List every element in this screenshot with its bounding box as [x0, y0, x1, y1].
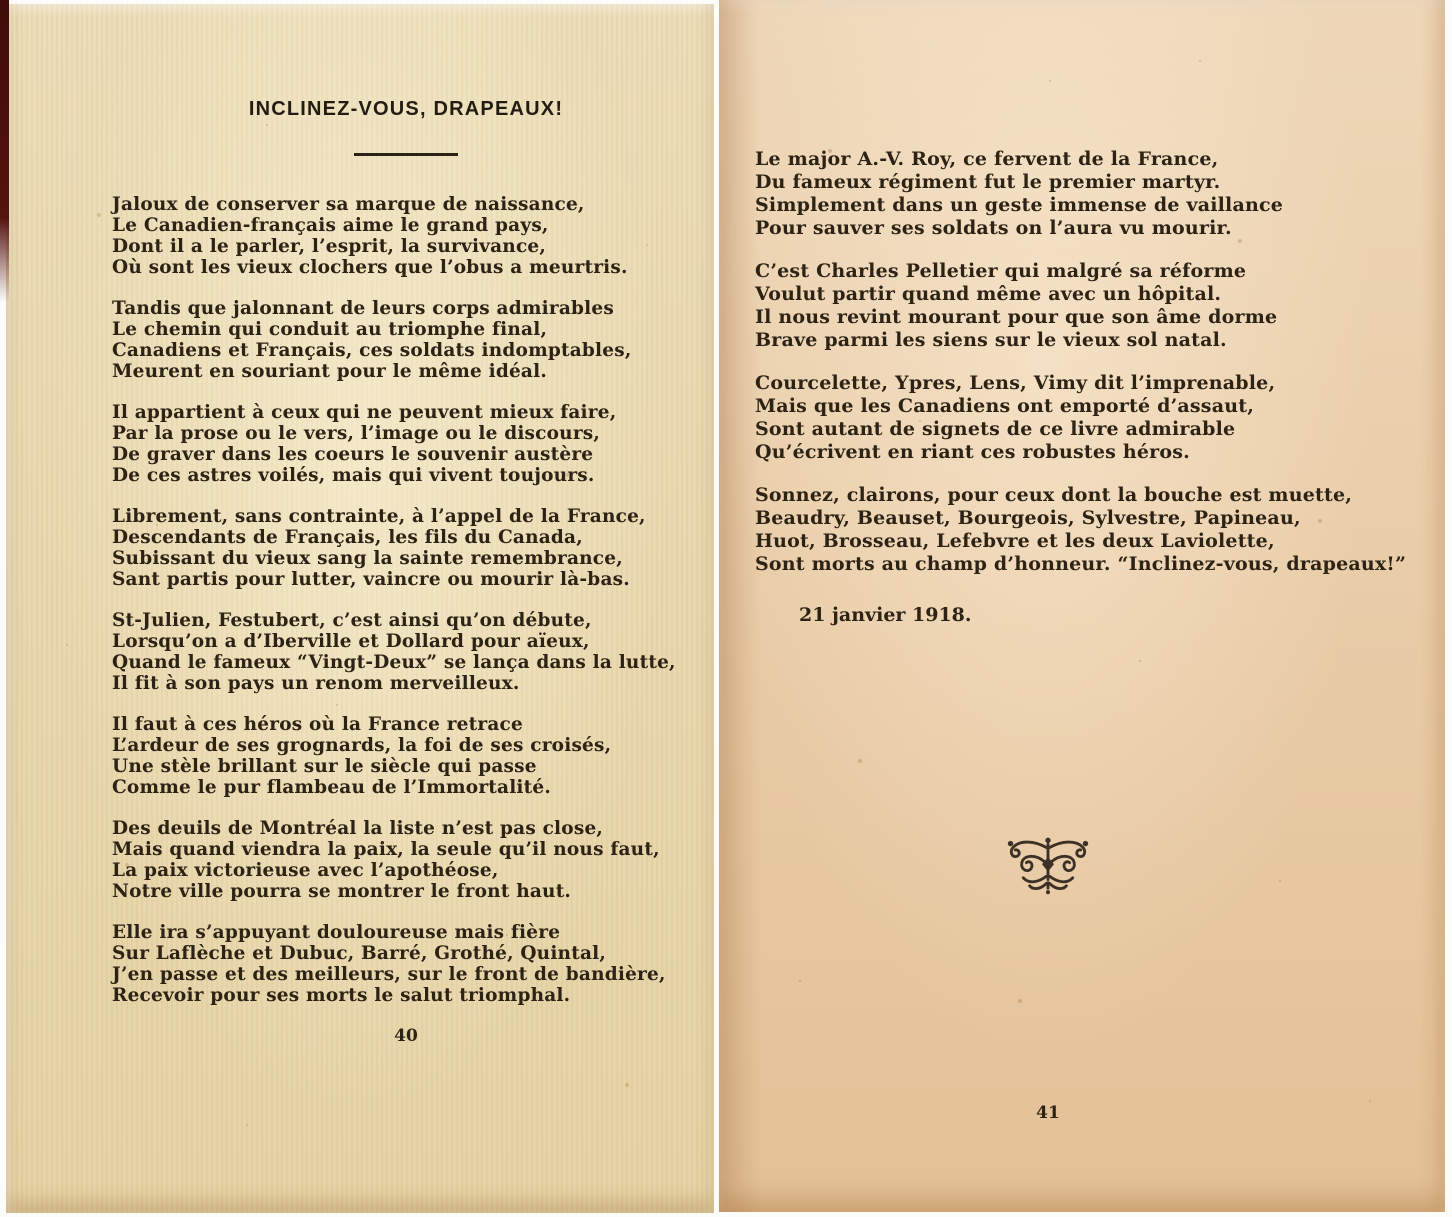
fleuron-ornament-icon	[1000, 830, 1096, 901]
stanza-9	[755, 148, 1395, 240]
poem-right	[755, 148, 1407, 576]
left-page	[6, 4, 714, 1213]
poem-line: Sont autant de signets de ce livre admirable	[755, 418, 1236, 440]
poem-line: Comme le pur flambeau de l’Immortalité.	[112, 777, 552, 798]
stanza-8	[112, 922, 672, 1006]
stanza-3	[112, 402, 672, 486]
poem-left	[112, 194, 676, 1006]
page-number-left: 40	[394, 1026, 418, 1046]
stanza-5	[112, 610, 676, 694]
poem-line: Sant partis pour lutter, vaincre ou mourir là-bas.	[112, 569, 630, 590]
right-text-column	[755, 0, 1407, 1123]
poem-line: L’ardeur de ses grognards, la foi de ses croisés,	[112, 735, 612, 756]
poem-line: Il faut à ces héros où la France retrace	[112, 714, 523, 735]
poem-line: C’est Charles Pelletier qui malgré sa réforme	[755, 260, 1247, 282]
stanza-12	[755, 484, 1407, 576]
poem-line: Meurent en souriant pour le même idéal.	[112, 361, 547, 382]
poem-line: De graver dans les coeurs le souvenir austère	[112, 444, 594, 465]
stanza-10	[755, 260, 1395, 352]
poem-line: Jaloux de conserver sa marque de naissance,	[112, 194, 585, 215]
poem-line: Pour sauver ses soldats on l’aura vu mourir.	[755, 217, 1232, 239]
poem-line: Simplement dans un geste immense de vaillance	[755, 194, 1284, 216]
poem-line: Sur Laflèche et Dubuc, Barré, Grothé, Quintal,	[112, 943, 607, 964]
stanza-6	[112, 714, 672, 798]
poem-line: Des deuils de Montréal la liste n’est pas close,	[112, 818, 604, 839]
poem-line: Mais quand viendra la paix, la seule qu’il nous faut,	[112, 839, 660, 860]
page-number-right: 41	[1036, 1103, 1060, 1123]
poem-line: Voulut partir quand même avec un hôpital.	[755, 283, 1222, 305]
poem-line: Elle ira s’appuyant douloureuse mais fière	[112, 922, 561, 943]
left-text-column	[112, 4, 676, 1046]
cover-edge-strip	[0, 0, 9, 302]
poem-date: 21 janvier 1918.	[799, 604, 972, 626]
stanza-7	[112, 818, 672, 902]
poem-line: Notre ville pourra se montrer le front haut.	[112, 881, 572, 902]
poem-line: Il nous revint mourant pour que son âme dorme	[755, 306, 1278, 328]
poem-line: Où sont les vieux clochers que l’obus a meurtris.	[112, 257, 628, 278]
poem-line: Sont morts au champ d’honneur. “Inclinez-vous, drapeaux!”	[755, 553, 1407, 575]
poem-line: Le major A.-V. Roy, ce fervent de la France,	[755, 148, 1219, 170]
poem-line: Qu’écrivent en riant ces robustes héros.	[755, 441, 1190, 463]
poem-title: INCLINEZ-VOUS, DRAPEAUX!	[248, 98, 564, 120]
poem-line: J’en passe et des meilleurs, sur le front de bandière,	[112, 964, 666, 985]
poem-line: Librement, sans contrainte, à l’appel de la France,	[112, 506, 646, 527]
stanza-11	[755, 372, 1395, 464]
poem-line: Recevoir pour ses morts le salut triomphal.	[112, 985, 571, 1006]
poem-line: Il fit à son pays un renom merveilleux.	[112, 673, 520, 694]
poem-line: Canadiens et Français, ces soldats indomptables,	[112, 340, 632, 361]
stanza-4	[112, 506, 672, 590]
paper-speckles	[719, 0, 721, 2]
poem-line: Le chemin qui conduit au triomphe final,	[112, 319, 548, 340]
poem-line: Quand le fameux “Vingt-Deux” se lança dans la lutte,	[112, 652, 676, 673]
poem-line: Descendants de Français, les fils du Canada,	[112, 527, 583, 548]
poem-line: Lorsqu’on a d’Iberville et Dollard pour aïeux,	[112, 631, 590, 652]
poem-line: Par la prose ou le vers, l’image ou le discours,	[112, 423, 601, 444]
poem-line: La paix victorieuse avec l’apothéose,	[112, 860, 499, 881]
poem-line: Le Canadien-français aime le grand pays,	[112, 215, 549, 236]
title-rule	[354, 153, 458, 156]
poem-line: St-Julien, Festubert, c’est ainsi qu’on débute,	[112, 610, 592, 631]
poem-line: Du fameux régiment fut le premier martyr.	[755, 171, 1221, 193]
poem-line: Dont il a le parler, l’esprit, la survivance,	[112, 236, 547, 257]
poem-line: Une stèle brillant sur le siècle qui passe	[112, 756, 537, 777]
poem-line: Courcelette, Ypres, Lens, Vimy dit l’imprenable,	[755, 372, 1276, 394]
poem-line: Subissant du vieux sang la sainte remembrance,	[112, 548, 623, 569]
poem-line: Sonnez, clairons, pour ceux dont la bouche est muette,	[755, 484, 1353, 506]
right-page	[719, 0, 1445, 1212]
poem-line: Huot, Brosseau, Lefebvre et les deux Laviolette,	[755, 530, 1275, 552]
poem-line: Brave parmi les siens sur le vieux sol natal.	[755, 329, 1227, 351]
poem-line: Mais que les Canadiens ont emporté d’assaut,	[755, 395, 1255, 417]
poem-line: De ces astres voilés, mais qui vivent toujours.	[112, 465, 595, 486]
poem-line: Tandis que jalonnant de leurs corps admirables	[112, 298, 614, 319]
poem-line: Il appartient à ceux qui ne peuvent mieux faire,	[112, 402, 617, 423]
poem-line: Beaudry, Beauset, Bourgeois, Sylvestre, Papineau,	[755, 507, 1301, 529]
stanza-2	[112, 298, 672, 382]
stanza-1	[112, 194, 672, 278]
